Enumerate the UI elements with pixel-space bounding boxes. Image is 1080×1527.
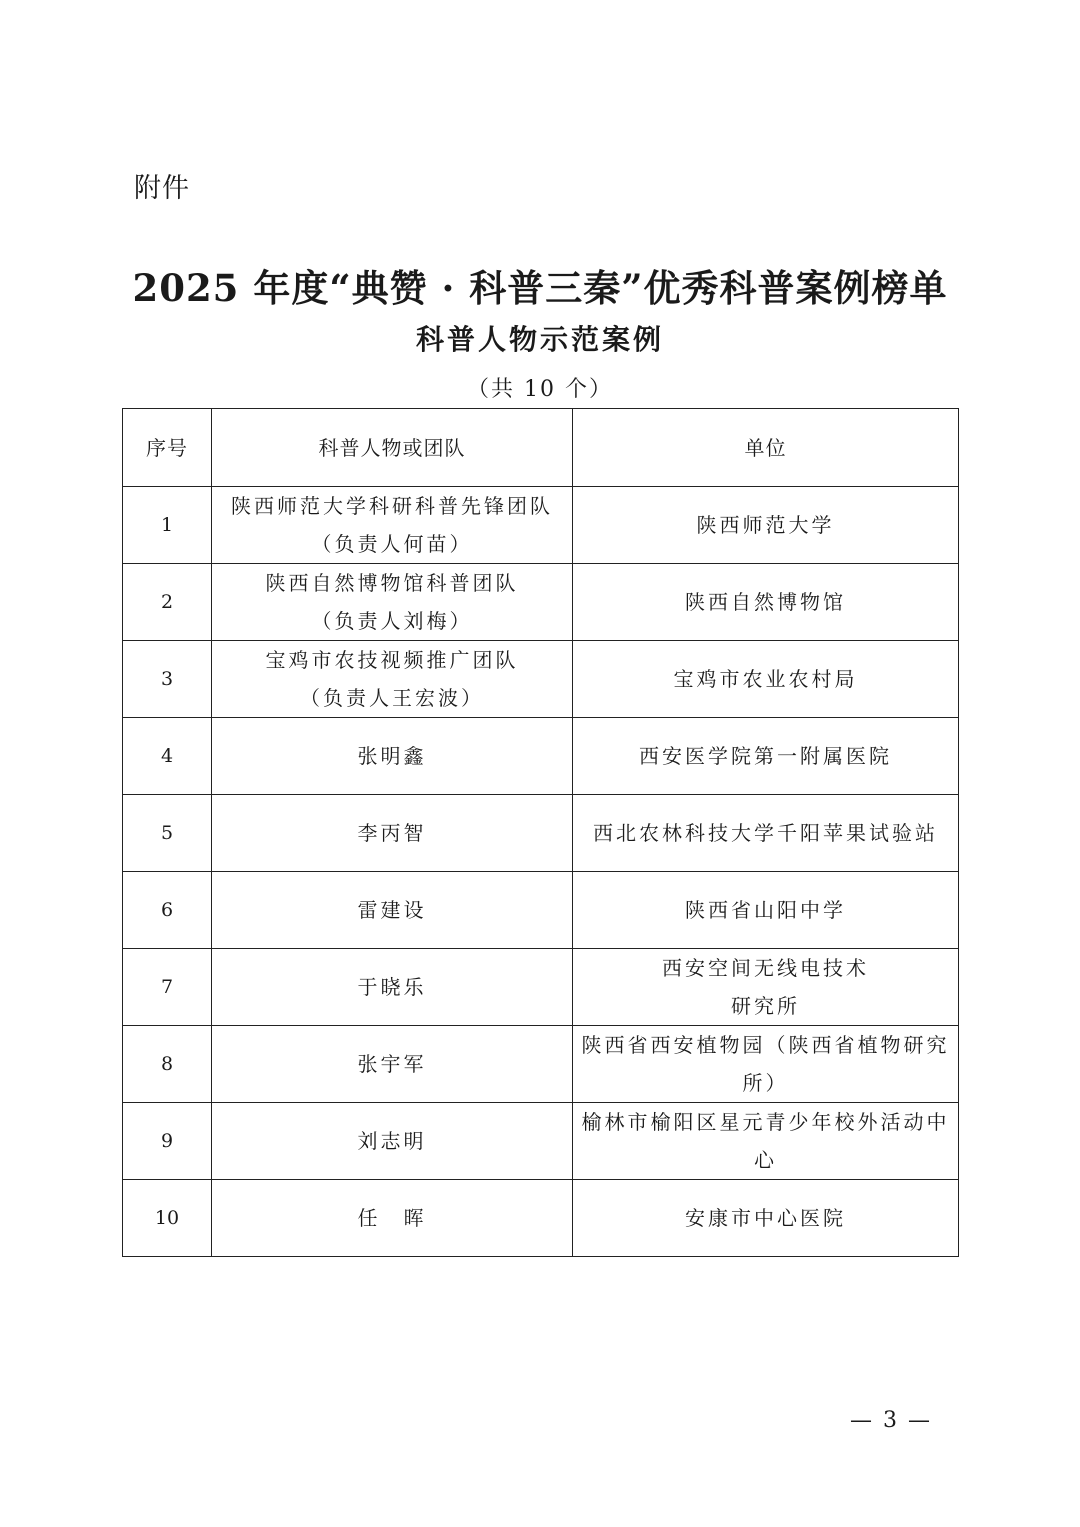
unit-line: 榆林市榆阳区星元青少年校外活动中心 xyxy=(581,1110,950,1172)
person-line: 雷建设 xyxy=(357,898,427,922)
cell-seq: 9 xyxy=(123,1103,212,1180)
table-row xyxy=(123,641,959,718)
table-body xyxy=(123,487,959,1257)
table-row xyxy=(123,718,959,795)
cell-unit xyxy=(573,564,959,641)
unit-line: 陕西自然博物馆 xyxy=(685,590,846,614)
cell-seq: 2 xyxy=(123,564,212,641)
person-line: 李丙智 xyxy=(357,821,427,845)
cell-unit xyxy=(573,949,959,1026)
unit-line: 西安医学院第一附属医院 xyxy=(639,744,892,768)
person-line: （负责人王宏波） xyxy=(300,686,484,710)
attachment-label: 附件 xyxy=(134,173,190,204)
cell-unit xyxy=(573,1026,959,1103)
page-title: 2025 年度“典赞 · 科普三秦”优秀科普案例榜单 xyxy=(132,266,948,310)
cell-seq: 10 xyxy=(123,1180,212,1257)
cell-seq: 4 xyxy=(123,718,212,795)
unit-line: 宝鸡市农业农村局 xyxy=(673,667,858,691)
column-header-unit: 单位 xyxy=(573,409,959,487)
cell-seq: 5 xyxy=(123,795,212,872)
cell-unit xyxy=(573,795,959,872)
cell-seq: 7 xyxy=(123,949,212,1026)
table-row xyxy=(123,795,959,872)
cell-unit xyxy=(573,487,959,564)
cell-seq: 1 xyxy=(123,487,212,564)
cell-unit xyxy=(573,641,959,718)
table-row xyxy=(123,1103,959,1180)
person-line: 刘志明 xyxy=(357,1129,427,1153)
page-subtitle: 科普人物示范案例 xyxy=(415,323,664,356)
cell-person xyxy=(212,1103,573,1180)
unit-line: 研究所 xyxy=(731,994,800,1018)
table-header-row xyxy=(123,409,959,487)
cell-unit xyxy=(573,1180,959,1257)
cell-seq: 6 xyxy=(123,872,212,949)
cell-seq: 8 xyxy=(123,1026,212,1103)
cell-person xyxy=(212,487,573,564)
person-line: 张宇军 xyxy=(357,1052,427,1076)
table-row xyxy=(123,564,959,641)
person-line: 宝鸡市农技视频推广团队 xyxy=(265,648,519,672)
table-row xyxy=(123,487,959,564)
cell-person xyxy=(212,1180,573,1257)
unit-line: 安康市中心医院 xyxy=(685,1206,846,1230)
table-row xyxy=(123,1180,959,1257)
cell-seq: 3 xyxy=(123,641,212,718)
table-row xyxy=(123,949,959,1026)
column-header-seq: 序号 xyxy=(123,409,212,487)
case-count: （共 10 个） xyxy=(467,377,613,402)
person-line: 陕西自然博物馆科普团队 xyxy=(265,571,519,595)
cell-person xyxy=(212,641,573,718)
cell-unit xyxy=(573,718,959,795)
cell-person xyxy=(212,1026,573,1103)
person-line: 陕西师范大学科研科普先锋团队 xyxy=(231,494,553,518)
cell-person xyxy=(212,949,573,1026)
cell-person xyxy=(212,795,573,872)
table-row xyxy=(123,1026,959,1103)
person-line: 于晓乐 xyxy=(357,975,427,999)
unit-line: 西安空间无线电技术 xyxy=(662,956,869,980)
unit-line: 西北农林科技大学千阳苹果试验站 xyxy=(593,821,938,845)
cases-table xyxy=(122,408,959,1257)
cell-unit xyxy=(573,1103,959,1180)
table-row xyxy=(123,872,959,949)
person-line: （负责人何苗） xyxy=(311,532,473,556)
unit-line: 陕西师范大学 xyxy=(696,513,835,537)
cell-person xyxy=(212,872,573,949)
person-line: （负责人刘梅） xyxy=(311,609,473,633)
column-header-person: 科普人物或团队 xyxy=(212,409,573,487)
unit-line: 陕西省西安植物园（陕西省植物研究所） xyxy=(581,1033,950,1095)
cell-person xyxy=(212,564,573,641)
cell-unit xyxy=(573,872,959,949)
cell-person xyxy=(212,718,573,795)
person-line: 张明鑫 xyxy=(357,744,427,768)
page-number: — 3 — xyxy=(850,1408,932,1433)
person-line: 任 晖 xyxy=(357,1206,427,1230)
unit-line: 陕西省山阳中学 xyxy=(685,898,846,922)
